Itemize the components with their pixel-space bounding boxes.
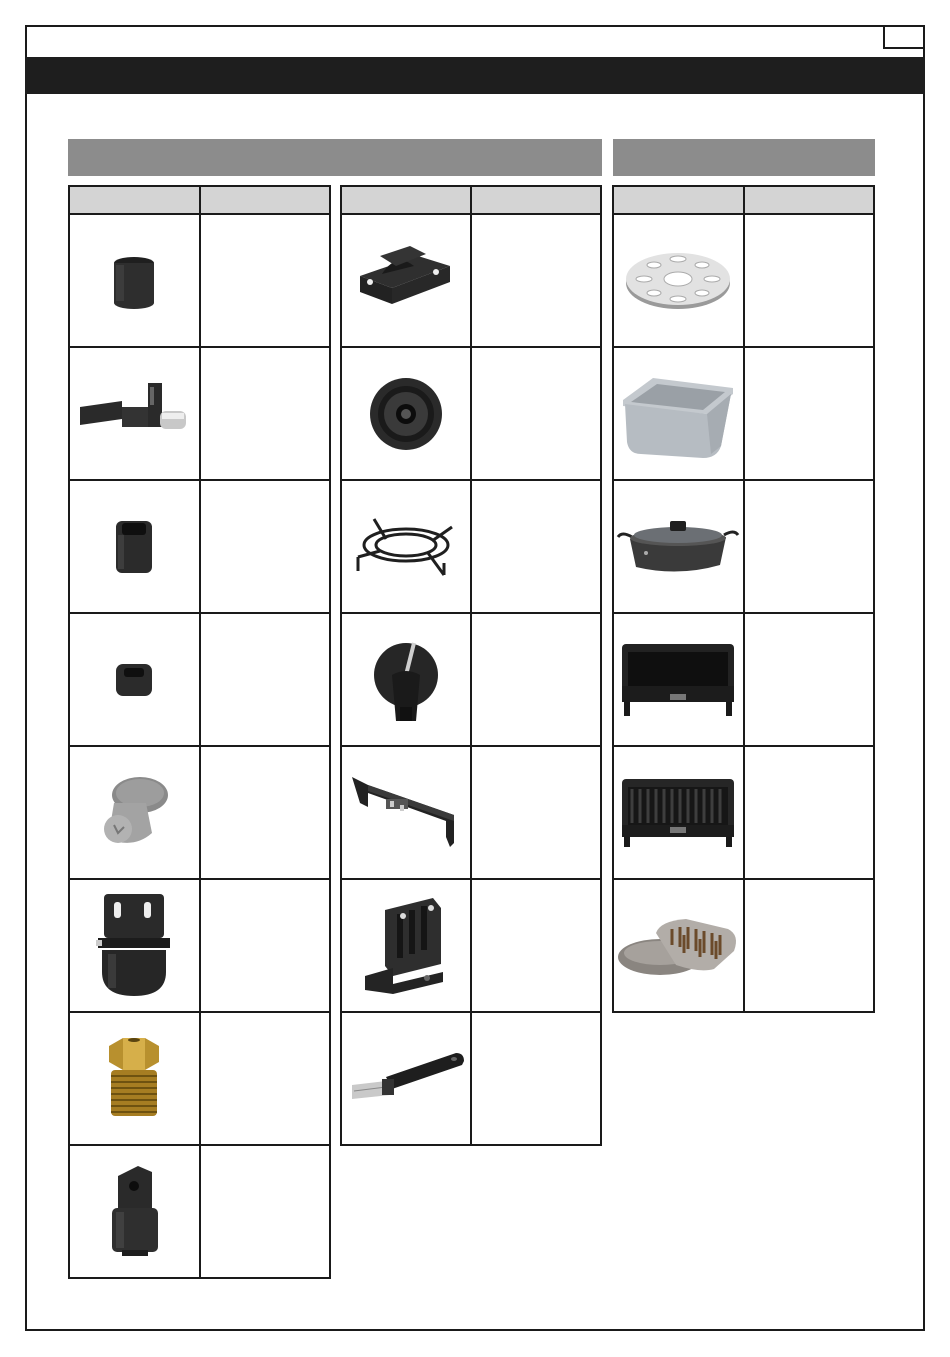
part-description [200, 1012, 331, 1145]
accessory-description [744, 879, 875, 1012]
flat-griddle-icon [613, 613, 744, 746]
simmer-plate-icon [613, 214, 744, 347]
part-description [471, 879, 601, 1012]
short-rectangular-sleeve-icon [69, 613, 200, 746]
accessories-table [612, 185, 875, 1013]
part-description [471, 1012, 601, 1145]
accessory-description [744, 347, 875, 480]
clamp-block-icon [341, 214, 471, 347]
brass-nozzle-icon [69, 1012, 200, 1145]
page-number-box [883, 25, 925, 49]
section-heading-accessories [613, 139, 875, 176]
hinge-icon [69, 879, 200, 1012]
col-header-desc [471, 186, 601, 214]
heat-shield-icon [341, 746, 471, 879]
paella-pan-icon [613, 480, 744, 613]
col-header-desc [200, 186, 331, 214]
valve-bracket-icon [69, 347, 200, 480]
part-description [200, 480, 331, 613]
ribbed-griddle-icon [613, 746, 744, 879]
sleeve-part-icon [69, 214, 200, 347]
round-grommet-icon [341, 347, 471, 480]
block-connector-icon [69, 1145, 200, 1278]
col-header-image [613, 186, 744, 214]
accessory-description [744, 613, 875, 746]
title-bar [25, 57, 925, 94]
grey-square-pan-icon [613, 347, 744, 480]
rectangular-sleeve-icon [69, 480, 200, 613]
part-description [471, 613, 601, 746]
parts-table-1 [68, 185, 331, 1279]
part-description [200, 879, 331, 1012]
accessory-description [744, 480, 875, 613]
cleaning-scraper-icon [341, 1012, 471, 1145]
pan-support-icon [341, 480, 471, 613]
grill-brush-icon [613, 879, 744, 1012]
part-description [471, 480, 601, 613]
accessory-description [744, 746, 875, 879]
col-header-image [69, 186, 200, 214]
control-knob-icon [341, 613, 471, 746]
part-description [471, 214, 601, 347]
parts-table-2 [340, 185, 602, 1146]
section-heading-spare-parts [68, 139, 602, 176]
part-description [200, 214, 331, 347]
col-header-desc [744, 186, 875, 214]
mounting-bracket-icon [341, 879, 471, 1012]
col-header-image [341, 186, 471, 214]
part-description [200, 613, 331, 746]
part-description [200, 347, 331, 480]
part-description [200, 1145, 331, 1278]
part-description [471, 746, 601, 879]
accessory-description [744, 214, 875, 347]
part-description [200, 746, 331, 879]
grey-cap-icon [69, 746, 200, 879]
part-description [471, 347, 601, 480]
